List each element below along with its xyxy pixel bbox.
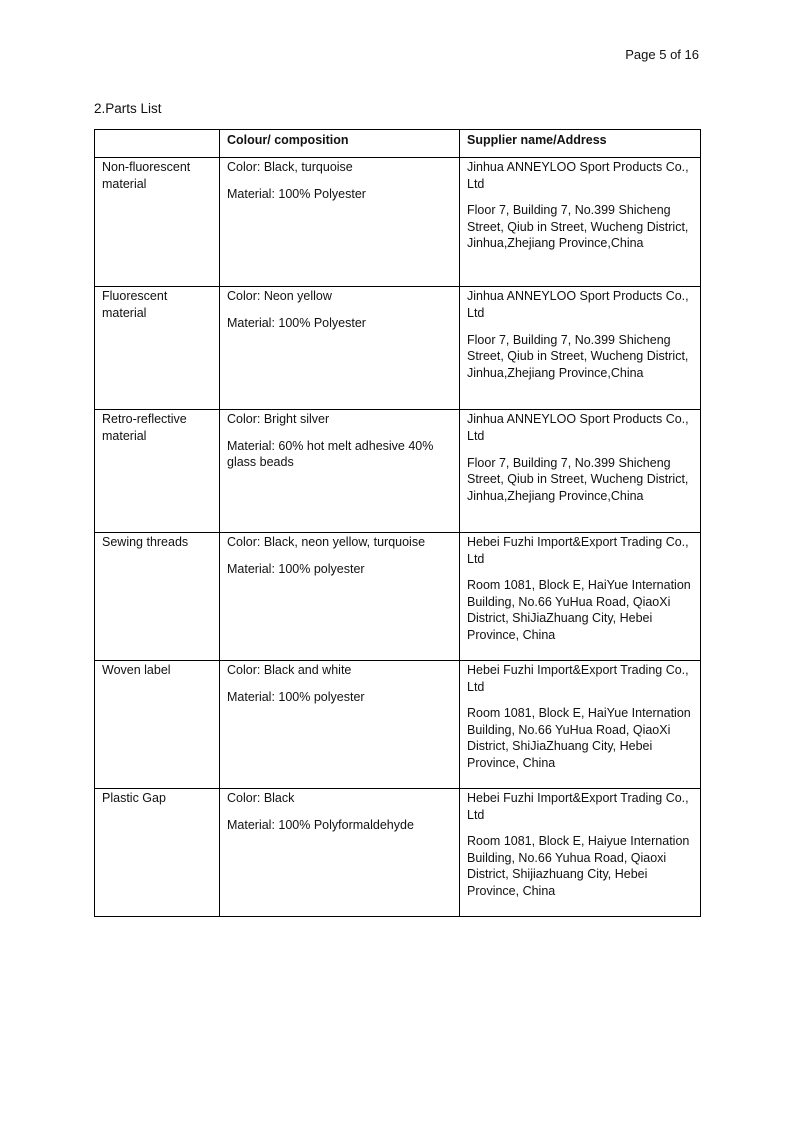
- part-name: Plastic Gap: [95, 789, 220, 917]
- color-text: Color: Black: [227, 791, 295, 805]
- section-title: 2.Parts List: [94, 101, 162, 116]
- part-name: Non-fluorescent material: [95, 158, 220, 287]
- material-text: Material: 100% polyester: [227, 689, 365, 704]
- material-text: Material: 60% hot melt adhesive 40% glass beads: [227, 438, 434, 469]
- table-row: [95, 158, 701, 287]
- table-header-row: [95, 130, 701, 158]
- part-name: Retro-reflective material: [95, 410, 220, 533]
- supplier-address: Floor 7, Building 7, No.399 Shicheng Street, Qiub in Street, Wucheng District, Jinhua,Zhejiang Province,China: [467, 455, 689, 504]
- supplier-cell: [460, 789, 701, 917]
- table-row: [95, 661, 701, 789]
- supplier-name: Jinhua ANNEYLOO Sport Products Co., Ltd: [467, 412, 689, 443]
- color-text: Color: Neon yellow: [227, 289, 332, 303]
- supplier-name: Hebei Fuzhi Import&Export Trading Co., Ltd: [467, 535, 689, 566]
- color-text: Color: Black, neon yellow, turquoise: [227, 535, 426, 549]
- colour-composition-cell: [220, 661, 460, 789]
- part-name: Woven label: [95, 661, 220, 789]
- colour-composition-cell: [220, 533, 460, 661]
- material-text: Material: 100% Polyformaldehyde: [227, 817, 414, 832]
- supplier-name: Hebei Fuzhi Import&Export Trading Co., Ltd: [467, 791, 689, 822]
- colour-composition-cell: [220, 789, 460, 917]
- supplier-address: Floor 7, Building 7, No.399 Shicheng Street, Qiub in Street, Wucheng District, Jinhua,Zhejiang Province,China: [467, 332, 689, 381]
- supplier-address: Room 1081, Block E, HaiYue Internation Building, No.66 YuHua Road, QiaoXi District, ShiJiaZhuang City, Hebei Province, China: [467, 578, 691, 642]
- parts-list-table: [94, 129, 701, 917]
- supplier-address: Floor 7, Building 7, No.399 Shicheng Street, Qiub in Street, Wucheng District, Jinhua,Zhejiang Province,China: [467, 203, 689, 250]
- supplier-name: Jinhua ANNEYLOO Sport Products Co., Ltd: [467, 160, 689, 191]
- supplier-name: Jinhua ANNEYLOO Sport Products Co., Ltd: [467, 289, 689, 320]
- color-text: Color: Black, turquoise: [227, 160, 353, 174]
- supplier-address: Room 1081, Block E, HaiYue Internation Building, No.66 YuHua Road, QiaoXi District, ShiJiaZhuang City, Hebei Province, China: [467, 706, 691, 770]
- page-number: Page 5 of 16: [625, 47, 699, 62]
- header-colour-composition: Colour/ composition: [220, 130, 460, 158]
- material-text: Material: 100% polyester: [227, 561, 365, 576]
- part-name: Sewing threads: [95, 533, 220, 661]
- material-text: Material: 100% Polyester: [227, 186, 366, 201]
- colour-composition-cell: [220, 158, 460, 287]
- part-name: Fluorescent material: [95, 287, 220, 410]
- table-row: [95, 533, 701, 661]
- table-row: [95, 287, 701, 410]
- colour-composition-cell: [220, 287, 460, 410]
- supplier-cell: [460, 533, 701, 661]
- header-supplier: Supplier name/Address: [460, 130, 701, 158]
- table-row: [95, 789, 701, 917]
- supplier-cell: [460, 661, 701, 789]
- supplier-cell: [460, 410, 701, 533]
- table-row: [95, 410, 701, 533]
- supplier-cell: [460, 158, 701, 287]
- color-text: Color: Black and white: [227, 663, 352, 677]
- supplier-cell: [460, 287, 701, 410]
- supplier-address: Room 1081, Block E, Haiyue Internation Building, No.66 Yuhua Road, Qiaoxi District, Shijiazhuang City, Hebei Province, China: [467, 834, 690, 898]
- header-part: [95, 130, 220, 158]
- material-text: Material: 100% Polyester: [227, 315, 366, 330]
- supplier-name: Hebei Fuzhi Import&Export Trading Co., Ltd: [467, 663, 689, 694]
- color-text: Color: Bright silver: [227, 412, 330, 426]
- colour-composition-cell: [220, 410, 460, 533]
